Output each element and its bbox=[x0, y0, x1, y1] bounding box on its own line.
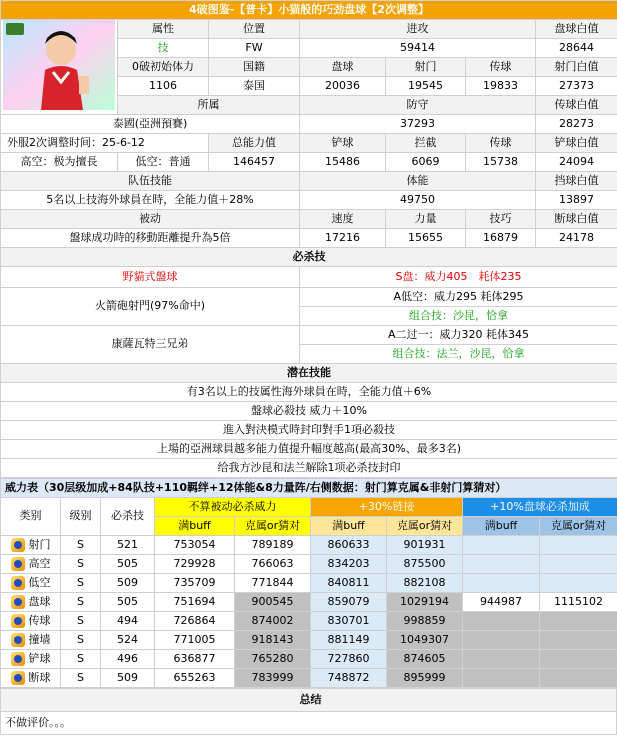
header-no-passive: 不算被动必杀威力 bbox=[155, 498, 311, 517]
bonus-counter-value bbox=[540, 536, 617, 555]
link-counter-value: 1029194 bbox=[387, 593, 463, 612]
player-portrait bbox=[1, 20, 118, 115]
type-label: 高空 bbox=[28, 557, 51, 570]
type-label: 传球 bbox=[28, 614, 51, 627]
label-speed: 速度 bbox=[300, 210, 386, 229]
value-power: 15655 bbox=[386, 229, 466, 248]
header-counter-3: 克属or猜对 bbox=[540, 517, 617, 536]
type-label: 铲球 bbox=[28, 652, 51, 665]
summary-header: 总结 bbox=[1, 689, 617, 712]
type-label: 射门 bbox=[28, 538, 51, 551]
value-tackle: 15486 bbox=[300, 153, 386, 172]
potential-1: 有3名以上的技属性海外球員在時，全能力值＋6% bbox=[1, 383, 617, 402]
power-rows bbox=[1, 536, 617, 688]
label-shoot: 射门 bbox=[386, 58, 466, 77]
value-physical: 49750 bbox=[300, 191, 536, 210]
counter-value: 918143 bbox=[235, 631, 311, 650]
type-label: 撞墙 bbox=[28, 633, 51, 646]
counter-value: 874002 bbox=[235, 612, 311, 631]
type-cell bbox=[1, 536, 61, 555]
level-cell: S bbox=[61, 650, 101, 669]
link-counter-value: 875500 bbox=[387, 555, 463, 574]
potential-header: 潜在技能 bbox=[1, 364, 617, 383]
skill-power-cell: 494 bbox=[101, 612, 155, 631]
header-dribble-bonus: +10%盘球必杀加成 bbox=[463, 498, 617, 517]
skill-power-cell: 505 bbox=[101, 593, 155, 612]
page-title: 4破图鉴-【普卡】小猫般的巧劲盘球【2次调整】 bbox=[1, 1, 617, 20]
table-row bbox=[1, 650, 617, 669]
skill-3-combo: 组合技：法兰，沙昆，恰拿 bbox=[300, 345, 617, 364]
type-cell bbox=[1, 593, 61, 612]
value-low-ball: 低空：普通 bbox=[118, 153, 209, 172]
table-row bbox=[1, 593, 617, 612]
value-shoot-base: 27373 bbox=[536, 77, 617, 96]
level-cell: S bbox=[61, 536, 101, 555]
link-full-buff-value: 834203 bbox=[311, 555, 387, 574]
potential-2: 盤球必殺技 威力＋10% bbox=[1, 402, 617, 421]
type-cell bbox=[1, 612, 61, 631]
link-counter-value: 998859 bbox=[387, 612, 463, 631]
table-row bbox=[1, 574, 617, 593]
type-label: 断球 bbox=[28, 671, 51, 684]
skill-type-icon bbox=[11, 576, 25, 590]
value-speed: 17216 bbox=[300, 229, 386, 248]
value-intercept: 6069 bbox=[386, 153, 466, 172]
counter-value: 783999 bbox=[235, 669, 311, 688]
table-row bbox=[1, 536, 617, 555]
summary-text: 不做评价。。。 bbox=[1, 712, 617, 735]
value-nationality: 泰国 bbox=[209, 77, 300, 96]
label-tackle-base: 铲球白值 bbox=[536, 134, 617, 153]
value-tackle-base: 24094 bbox=[536, 153, 617, 172]
potential-4: 上場的亞洲球員越多能力值提升幅度越高(最高30%、最多3名) bbox=[1, 440, 617, 459]
label-shoot-base: 射门白值 bbox=[536, 58, 617, 77]
label-defense: 防守 bbox=[300, 96, 536, 115]
value-dribble-base: 28644 bbox=[536, 39, 617, 58]
skill-power-cell: 521 bbox=[101, 536, 155, 555]
label-passive: 被动 bbox=[1, 210, 300, 229]
header-full-buff-1: 满buff bbox=[155, 517, 235, 536]
value-pass: 19833 bbox=[466, 77, 536, 96]
label-intercept-base: 断球白值 bbox=[536, 210, 617, 229]
value-stamina: 1106 bbox=[118, 77, 209, 96]
adjust-date: 外服2次调整时间：25-6-12 bbox=[1, 134, 209, 153]
skill-power-cell: 524 bbox=[101, 631, 155, 650]
counter-value: 789189 bbox=[235, 536, 311, 555]
label-stamina: 0破初始体力 bbox=[118, 58, 209, 77]
header-counter-1: 克属or猜对 bbox=[235, 517, 311, 536]
table-row bbox=[1, 631, 617, 650]
value-block-base: 13897 bbox=[536, 191, 617, 210]
full-buff-value: 771005 bbox=[155, 631, 235, 650]
bonus-full-buff-value bbox=[463, 650, 540, 669]
type-cell bbox=[1, 631, 61, 650]
link-full-buff-value: 859079 bbox=[311, 593, 387, 612]
bonus-full-buff-value bbox=[463, 574, 540, 593]
bonus-counter-value bbox=[540, 631, 617, 650]
label-dribble-base: 盘球白值 bbox=[536, 20, 617, 39]
table-row bbox=[1, 555, 617, 574]
potential-5: 给我方沙昆和法兰解除1项必杀技封印 bbox=[1, 459, 617, 478]
type-cell bbox=[1, 574, 61, 593]
link-full-buff-value: 860633 bbox=[311, 536, 387, 555]
bonus-counter-value: 1115102 bbox=[540, 593, 617, 612]
bonus-full-buff-value bbox=[463, 669, 540, 688]
label-block-base: 挡球白值 bbox=[536, 172, 617, 191]
power-table bbox=[0, 478, 617, 688]
label-nationality: 国籍 bbox=[209, 58, 300, 77]
value-attribute: 技 bbox=[118, 39, 209, 58]
value-team: 泰國(亞洲預賽) bbox=[1, 115, 300, 134]
header-link: +30%链接 bbox=[311, 498, 463, 517]
link-full-buff-value: 881149 bbox=[311, 631, 387, 650]
label-intercept: 拦截 bbox=[386, 134, 466, 153]
skill-1-value: S盘：威力405 耗体235 bbox=[300, 267, 617, 288]
level-cell: S bbox=[61, 612, 101, 631]
label-pass: 传球 bbox=[466, 58, 536, 77]
value-passive: 盤球成功時的移動距離提升為5倍 bbox=[1, 229, 300, 248]
bonus-full-buff-value bbox=[463, 555, 540, 574]
full-buff-value: 636877 bbox=[155, 650, 235, 669]
skill-3-value: A二过一：威力320 耗体345 bbox=[300, 326, 617, 345]
potential-3: 進入對決模式時封印對手1項必殺技 bbox=[1, 421, 617, 440]
level-cell: S bbox=[61, 574, 101, 593]
skill-2-value: A低空：威力295 耗体295 bbox=[300, 288, 617, 307]
counter-value: 771844 bbox=[235, 574, 311, 593]
bonus-counter-value bbox=[540, 650, 617, 669]
level-cell: S bbox=[61, 593, 101, 612]
skill-power-cell: 496 bbox=[101, 650, 155, 669]
value-team-skill: 5名以上技海外球員在時，全能力值＋28% bbox=[1, 191, 300, 210]
value-intercept-base: 24178 bbox=[536, 229, 617, 248]
full-buff-value: 753054 bbox=[155, 536, 235, 555]
bonus-full-buff-value: 944987 bbox=[463, 593, 540, 612]
type-cell bbox=[1, 669, 61, 688]
label-dribble: 盘球 bbox=[300, 58, 386, 77]
bonus-counter-value bbox=[540, 574, 617, 593]
link-full-buff-value: 727860 bbox=[311, 650, 387, 669]
type-label: 低空 bbox=[28, 576, 51, 589]
label-attribute: 属性 bbox=[118, 20, 209, 39]
value-dribble: 20036 bbox=[300, 77, 386, 96]
value-pass-def: 15738 bbox=[466, 153, 536, 172]
header-skill: 必杀技 bbox=[101, 498, 155, 536]
table-row bbox=[1, 612, 617, 631]
skill-power-cell: 509 bbox=[101, 669, 155, 688]
table-row bbox=[1, 669, 617, 688]
header-type: 类别 bbox=[1, 498, 61, 536]
skill-3-name: 康薩瓦特三兄弟 bbox=[1, 326, 300, 364]
header-level: 级别 bbox=[61, 498, 101, 536]
level-cell: S bbox=[61, 555, 101, 574]
label-technique: 技巧 bbox=[466, 210, 536, 229]
level-cell: S bbox=[61, 669, 101, 688]
header-counter-2: 克属or猜对 bbox=[387, 517, 463, 536]
full-buff-value: 655263 bbox=[155, 669, 235, 688]
label-pass-base: 传球白值 bbox=[536, 96, 617, 115]
label-team: 所属 bbox=[118, 96, 300, 115]
counter-value: 900545 bbox=[235, 593, 311, 612]
counter-value: 765280 bbox=[235, 650, 311, 669]
skill-2-combo: 组合技：沙昆，恰拿 bbox=[300, 307, 617, 326]
link-counter-value: 874605 bbox=[387, 650, 463, 669]
counter-value: 766063 bbox=[235, 555, 311, 574]
value-high-ball: 高空：极为擅長 bbox=[1, 153, 118, 172]
header-full-buff-2: 满buff bbox=[311, 517, 387, 536]
link-counter-value: 901931 bbox=[387, 536, 463, 555]
power-title: 威力表（30层级加成+84队技+110羁绊+12体能&8力量阵/右侧数据：射门算克属&非射门算猜对） bbox=[1, 479, 617, 498]
full-buff-value: 726864 bbox=[155, 612, 235, 631]
link-full-buff-value: 840811 bbox=[311, 574, 387, 593]
label-physical: 体能 bbox=[300, 172, 536, 191]
skills-header: 必杀技 bbox=[1, 248, 617, 267]
type-label: 盘球 bbox=[28, 595, 51, 608]
value-attack: 59414 bbox=[300, 39, 536, 58]
value-defense: 37293 bbox=[300, 115, 536, 134]
skill-2-name: 火箭砲射門(97%命中) bbox=[1, 288, 300, 326]
summary-table bbox=[0, 688, 617, 735]
label-power: 力量 bbox=[386, 210, 466, 229]
value-shoot: 19545 bbox=[386, 77, 466, 96]
skill-type-icon bbox=[11, 671, 25, 685]
link-full-buff-value: 748872 bbox=[311, 669, 387, 688]
skill-power-cell: 509 bbox=[101, 574, 155, 593]
label-total: 总能力值 bbox=[209, 134, 300, 153]
player-portrait-icon bbox=[3, 20, 115, 110]
bonus-full-buff-value bbox=[463, 631, 540, 650]
skill-type-icon bbox=[11, 614, 25, 628]
label-pass-def: 传球 bbox=[466, 134, 536, 153]
link-counter-value: 882108 bbox=[387, 574, 463, 593]
bonus-counter-value bbox=[540, 669, 617, 688]
bonus-counter-value bbox=[540, 612, 617, 631]
skill-type-icon bbox=[11, 538, 25, 552]
value-pass-base: 28273 bbox=[536, 115, 617, 134]
skill-type-icon bbox=[11, 595, 25, 609]
type-cell bbox=[1, 650, 61, 669]
bonus-counter-value bbox=[540, 555, 617, 574]
label-attack: 进攻 bbox=[300, 20, 536, 39]
label-position: 位置 bbox=[209, 20, 300, 39]
bonus-full-buff-value bbox=[463, 536, 540, 555]
value-position: FW bbox=[209, 39, 300, 58]
bonus-full-buff-value bbox=[463, 612, 540, 631]
skill-type-icon bbox=[11, 652, 25, 666]
link-counter-value: 895999 bbox=[387, 669, 463, 688]
value-technique: 16879 bbox=[466, 229, 536, 248]
level-cell: S bbox=[61, 631, 101, 650]
skill-power-cell: 505 bbox=[101, 555, 155, 574]
type-cell bbox=[1, 555, 61, 574]
skill-1-name: 野貓式盤球 bbox=[1, 267, 300, 288]
skill-type-icon bbox=[11, 557, 25, 571]
full-buff-value: 729928 bbox=[155, 555, 235, 574]
skill-type-icon bbox=[11, 633, 25, 647]
label-team-skill: 队伍技能 bbox=[1, 172, 300, 191]
value-total: 146457 bbox=[209, 153, 300, 172]
link-full-buff-value: 830701 bbox=[311, 612, 387, 631]
link-counter-value: 1049307 bbox=[387, 631, 463, 650]
header-full-buff-3: 满buff bbox=[463, 517, 540, 536]
full-buff-value: 751694 bbox=[155, 593, 235, 612]
label-tackle: 铲球 bbox=[300, 134, 386, 153]
full-buff-value: 735709 bbox=[155, 574, 235, 593]
